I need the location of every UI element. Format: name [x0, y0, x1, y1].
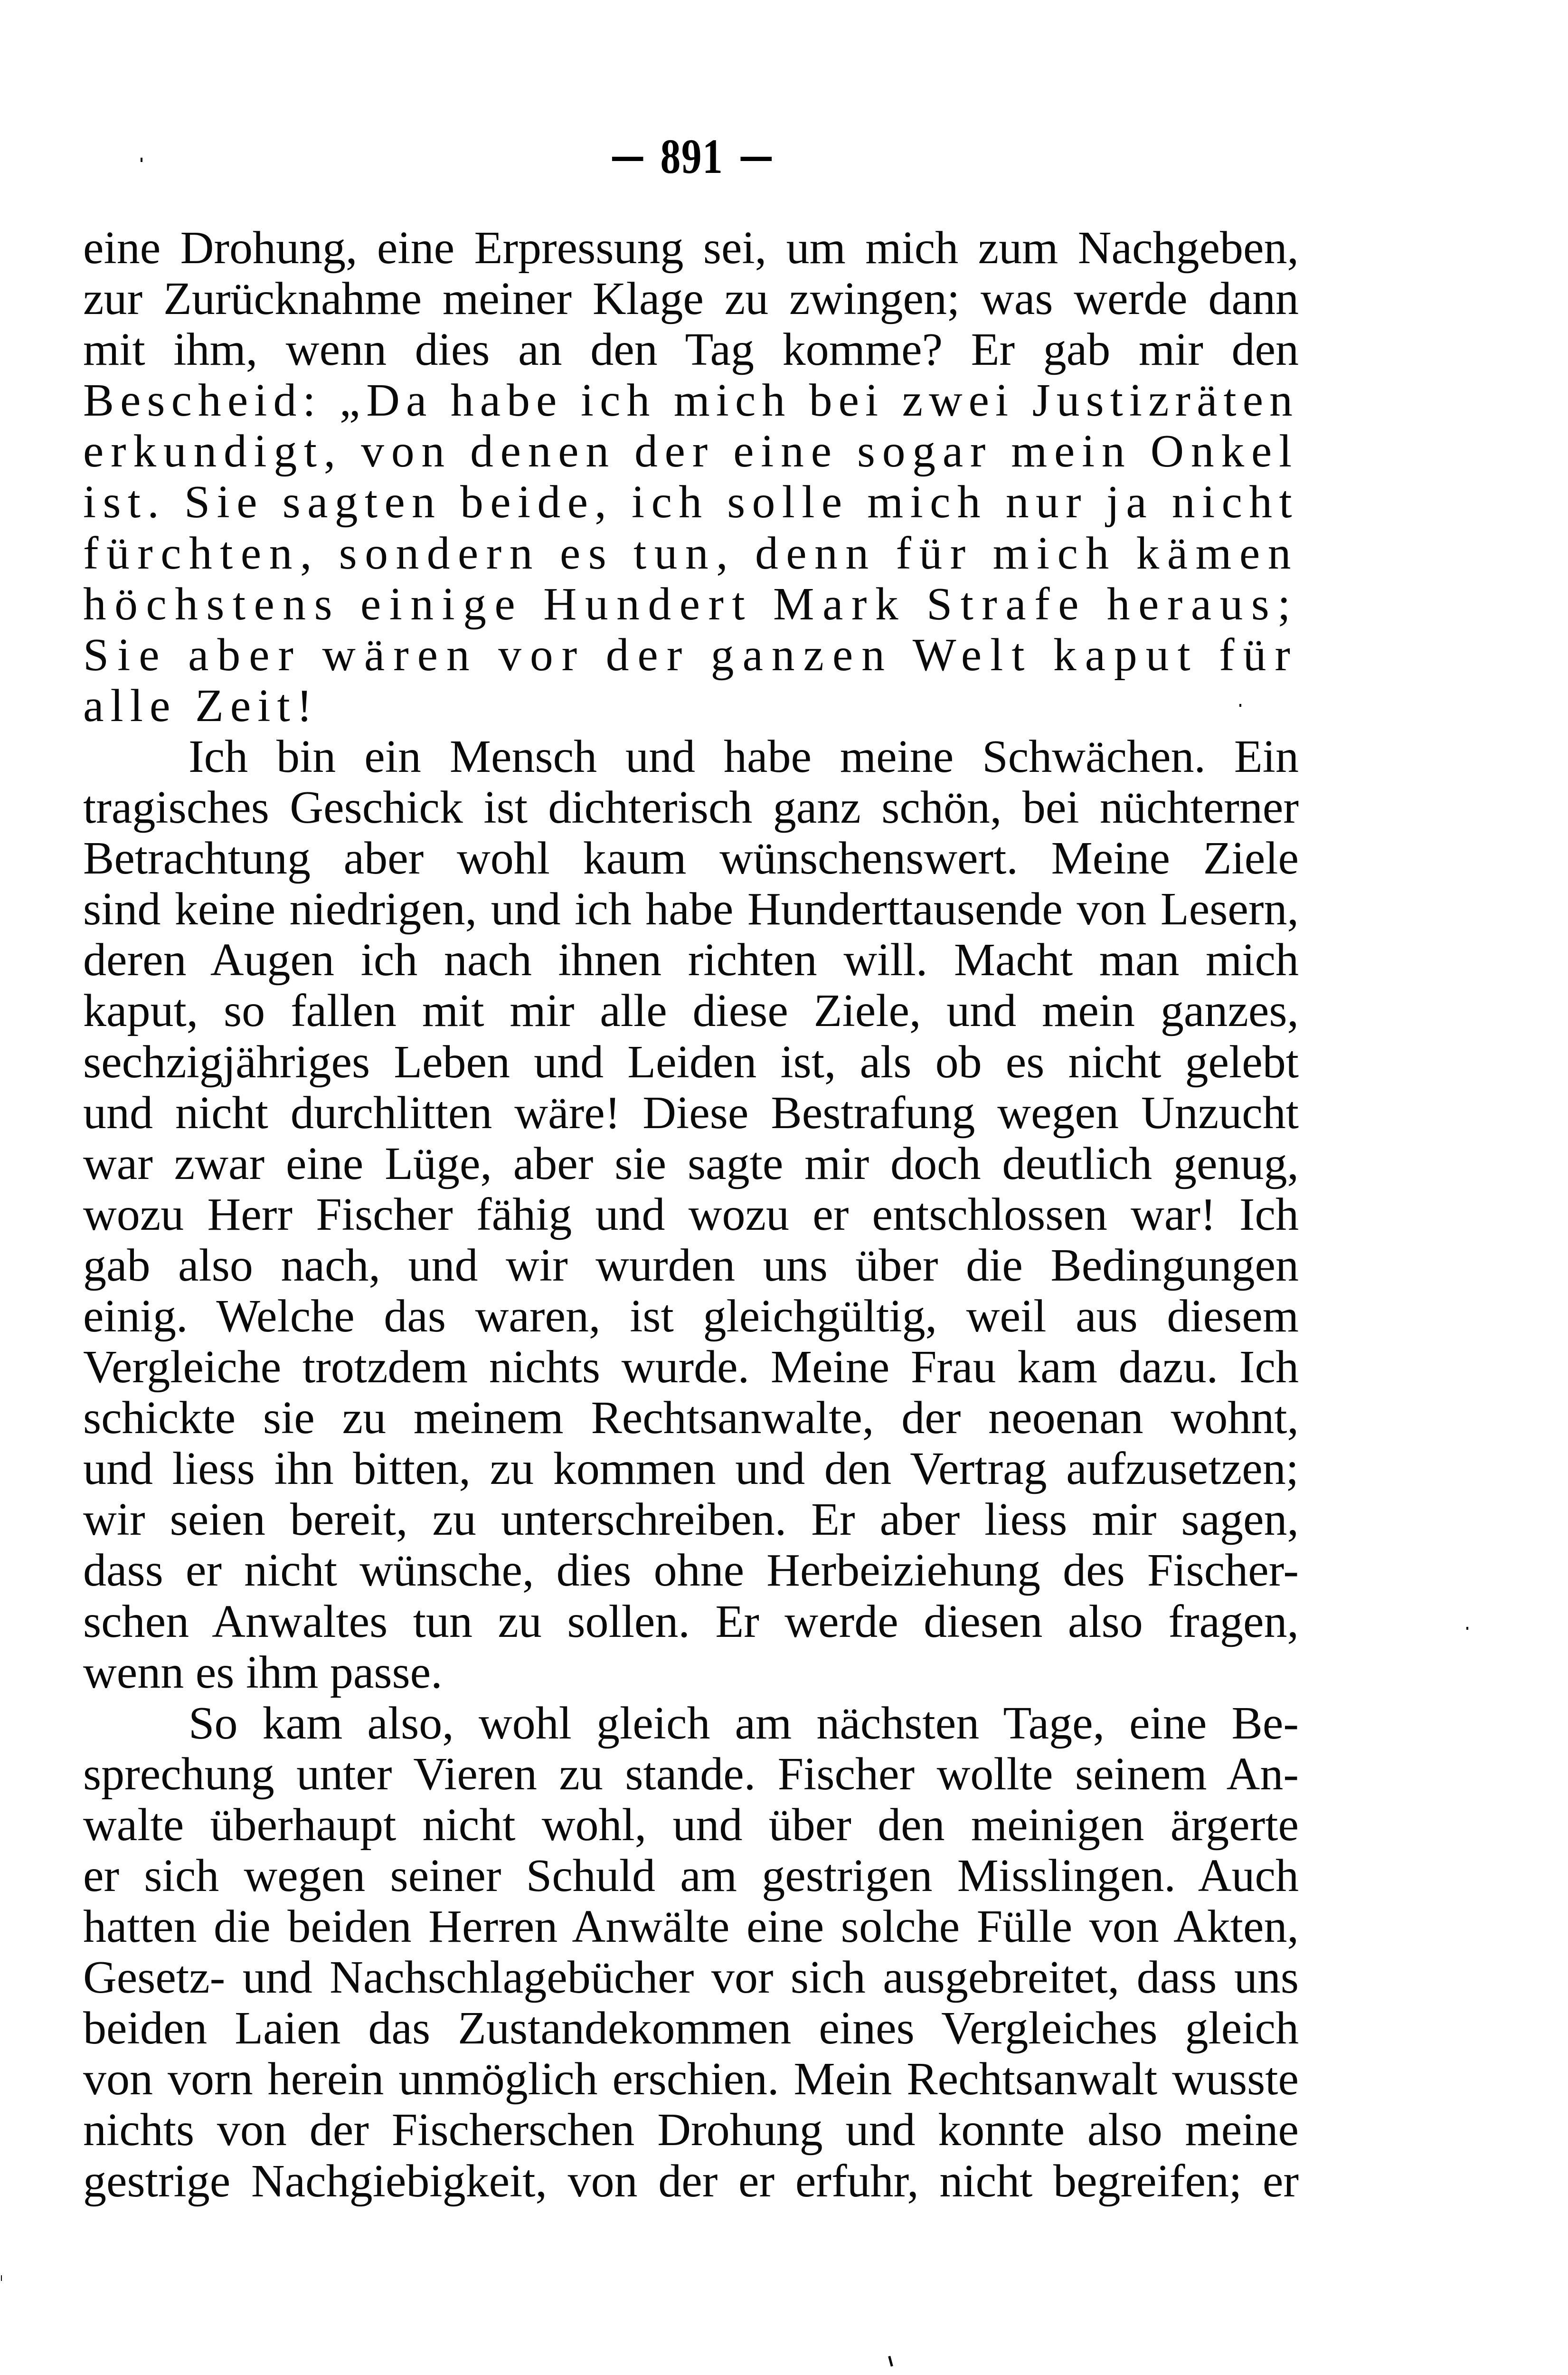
- text-line: und liess ihn bitten, zu kommen und den Vertrag aufzusetzen;: [83, 1443, 1299, 1495]
- text-line: war zwar eine Lüge, aber sie sagte mir doch deutlich genug,: [83, 1138, 1299, 1189]
- paragraph-end-line: wenn es ihm passe.: [83, 1646, 443, 1698]
- text-line: mit ihm, wenn dies an den Tag komme? Er gab mir den: [83, 324, 1299, 376]
- scan-speck: [888, 2356, 893, 2367]
- text-line: gab also nach, und wir wurden uns über die Bedingungen: [83, 1239, 1299, 1291]
- text-line: beiden Laien das Zustandekommen eines Vergleiches gleich: [83, 2003, 1299, 2054]
- scan-speck: [141, 158, 142, 162]
- scan-speck: [1239, 704, 1241, 707]
- text-line: kaput, so fallen mit mir alle diese Ziele, und mein ganzes,: [83, 985, 1299, 1037]
- scan-edge-mark: [1, 2275, 2, 2281]
- text-line: schickte sie zu meinem Rechtsanwalte, der neoenan wohnt,: [83, 1392, 1299, 1444]
- text-line: sechzigjähriges Leben und Leiden ist, als ob es nicht gelebt: [83, 1036, 1299, 1088]
- text-line: sind keine niedrigen, und ich habe Hunderttausende von Lesern,: [83, 884, 1299, 935]
- text-line: zur Zurücknahme meiner Klage zu zwingen; was werde dann: [83, 273, 1299, 325]
- page-number-header: [536, 129, 848, 184]
- text-line: er sich wegen seiner Schuld am gestrigen Misslingen. Auch: [83, 1850, 1299, 1901]
- text-line: nichts von der Fischerschen Drohung und konnte also meine: [83, 2104, 1299, 2156]
- text-line: dass er nicht wünsche, dies ohne Herbeiziehung des Fischer-: [83, 1545, 1299, 1596]
- text-line-spaced: höchstens einige Hundert Mark Strafe heraus;: [83, 578, 1299, 630]
- text-line-spaced: fürchten, sondern es tun, denn für mich kämen: [83, 527, 1299, 579]
- text-line: Vergleiche trotzdem nichts wurde. Meine Frau kam dazu. Ich: [83, 1341, 1299, 1393]
- text-line-spaced-end: alle Zeit!: [83, 680, 319, 732]
- text-line-spaced: Sie aber wären vor der ganzen Welt kaput für: [83, 629, 1299, 681]
- text-line: tragisches Geschick ist dichterisch ganz schön, bei nüchterner: [83, 782, 1299, 834]
- paragraph-start-line: So kam also, wohl gleich am nächsten Tage, eine Be-: [189, 1697, 1299, 1749]
- page-number-dash-right: [741, 157, 772, 161]
- text-line: schen Anwaltes tun zu sollen. Er werde diesen also fragen,: [83, 1596, 1299, 1647]
- text-line: deren Augen ich nach ihnen richten will. Macht man mich: [83, 934, 1299, 986]
- text-line: walte überhaupt nicht wohl, und über den meinigen ärgerte: [83, 1799, 1299, 1851]
- text-line: wir seien bereit, zu unterschreiben. Er aber liess mir sagen,: [83, 1494, 1299, 1546]
- page-number: 891: [660, 129, 724, 184]
- text-line: eine Drohung, eine Erpressung sei, um mich zum Nachgeben,: [83, 222, 1299, 274]
- text-line: und nicht durchlitten wäre! Diese Bestrafung wegen Unzucht: [83, 1087, 1299, 1139]
- text-line: Betrachtung aber wohl kaum wünschenswert. Meine Ziele: [83, 833, 1299, 884]
- paragraph-start-line: Ich bin ein Mensch und habe meine Schwächen. Ein: [189, 731, 1299, 782]
- text-line: einig. Welche das waren, ist gleichgültig, weil aus diesem: [83, 1290, 1299, 1342]
- text-line: von vorn herein unmöglich erschien. Mein Rechtsanwalt wusste: [83, 2053, 1299, 2105]
- text-line: gestrige Nachgiebigkeit, von der er erfuhr, nicht begreifen; er: [83, 2155, 1299, 2207]
- text-line: Gesetz- und Nachschlagebücher vor sich ausgebreitet, dass uns: [83, 1952, 1299, 2004]
- text-line-spaced: erkundigt, von denen der eine sogar mein Onkel: [83, 426, 1299, 477]
- text-line-spaced: ist. Sie sagten beide, ich solle mich nur ja nicht: [83, 476, 1299, 528]
- text-line: wozu Herr Fischer fähig und wozu er entschlossen war! Ich: [83, 1188, 1299, 1240]
- page-number-dash-left: [612, 157, 643, 161]
- text-line: sprechung unter Vieren zu stande. Fischer wollte seinem An-: [83, 1748, 1299, 1800]
- body-text: [83, 223, 1299, 2207]
- text-line: hatten die beiden Herren Anwälte eine solche Fülle von Akten,: [83, 1901, 1299, 1953]
- scan-speck: [1466, 1627, 1468, 1630]
- text-line-spaced: Bescheid: „Da habe ich mich bei zwei Justizräten: [83, 375, 1299, 427]
